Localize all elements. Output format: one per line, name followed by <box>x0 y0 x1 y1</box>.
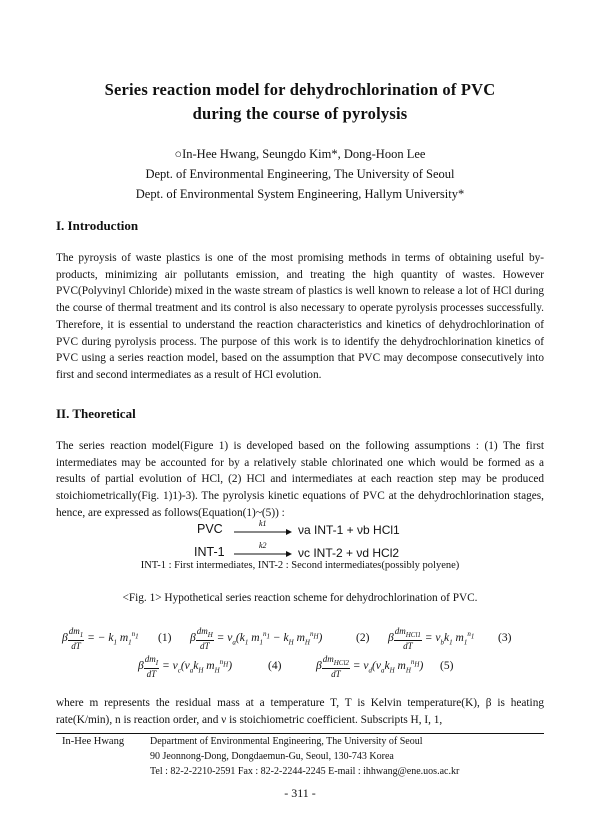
paper-title-line2: during the course of pyrolysis <box>192 104 408 123</box>
scheme-products-1: νa INT-1 + νb HCl1 <box>298 523 400 537</box>
rate-constant-k2: k2 <box>259 541 267 550</box>
equation-1: β $\frac{dm_1}{dT}$ = − $k_1$ $m_1^{n_1}$ <box>62 626 139 651</box>
footer-divider <box>56 733 544 734</box>
reaction-arrow-2 <box>232 540 292 562</box>
paper-title-line1: Series reaction model for dehydrochlorination of PVC <box>104 80 496 99</box>
footer-address: 90 Jeonnong-Dong, Dongdaemun-Gu, Seoul, 130-743 Korea <box>150 751 394 762</box>
equation-2: β $\frac{dm_H}{dT}$ = $\nu_a(k_1$ $m_1^{n_1} - k_H$ $m_H^{n_H}$) <box>190 626 323 651</box>
section-heading-introduction: I. Introduction <box>56 218 139 233</box>
footer-contact: Tel : 82-2-2210-2591 Fax : 82-2-2244-2245 E-mail : ihhwang@ene.uos.ac.kr <box>150 766 460 777</box>
figure-1-caption: <Fig. 1> Hypothetical series reaction scheme for dehydrochlorination of PVC. <box>122 592 478 604</box>
introduction-paragraph: The pyroysis of waste plastics is one of the most promising methods in terms of obtaining useful by-products, minimizing air pollutants emission, and treating the high quantity of wastes. However PVC(Polyvinyl Chloride) mixed in the waste stream of plastics is well known to release a lot of HCl during the course of thermal treatment and its control is also necessary to operate pyrolysis processes successfully. Therefore, it is essential to understand the reaction characteristics and kinetics of dehydrochlorination of PVC during pyrolysis process. The purpose of this work is to identify the dehydrochlorination kinetics of PVC using a series reaction model, based on the assumption that PVC may decompose consecutively into first and second intermediates as a result of HCl evolution. <box>56 252 544 381</box>
footer-author-name: In-Hee Hwang <box>62 736 125 747</box>
footer-department: Department of Environmental Engineering, The University of Seoul <box>150 736 423 747</box>
equation-4-number: (4) <box>268 660 282 672</box>
equation-4: β $\frac{dm_I}{dT}$ = $\nu_c(\nu_ak_H$ $m_H^{n_H}$) <box>138 654 233 679</box>
reaction-arrow-1 <box>232 518 292 540</box>
equation-3-number: (3) <box>498 632 512 644</box>
section-heading-theoretical: II. Theoretical <box>56 406 136 421</box>
page-number: - 311 - <box>284 786 316 800</box>
scheme-reactant-1: PVC <box>197 522 223 536</box>
author-names: ○In-Hee Hwang, Seungdo Kim*, Dong-Hoon Lee <box>174 147 426 161</box>
equation-1-number: (1) <box>158 632 172 644</box>
scheme-reactant-2: INT-1 <box>194 545 225 559</box>
scheme-legend: INT-1 : First intermediates, INT-2 : Second intermediates(possibly polyene) <box>140 560 460 571</box>
equation-5: β $\frac{dm_{HCl2}}{dT}$ = $\nu_d(\nu_ak_H$ $m_H^{n_H}$) <box>316 654 424 679</box>
rate-constant-k1: k1 <box>259 519 267 528</box>
equation-2-number: (2) <box>356 632 370 644</box>
affiliation-2: Dept. of Environmental System Engineering, Hallym University* <box>135 187 465 201</box>
scheme-products-2: νc INT-2 + νd HCl2 <box>298 546 400 560</box>
theoretical-paragraph: The series reaction model(Figure 1) is developed based on the following assumptions : (1) The first intermediates may be accounted for by a relatively stable chlorinated one which would be formed as a results of partial evolution of HCl, (2) HCl and intermediates at each reaction step may be produced stoichiometrically(Fig. 1)1)-3). The pyrolysis kinetic equations of PVC at the dehydrochlorination stages, hence, are expressed as follows(Equation(1)~(5)) : <box>56 440 544 519</box>
equation-3: β $\frac{dm_{HCl1}}{dT}$ = $\nu_bk_1$ $m_1^{n_1}$ <box>388 626 475 651</box>
equation-5-number: (5) <box>440 660 454 672</box>
closing-paragraph: where m represents the residual mass at a temperature T, T is Kelvin temperature(K), β is heating rate(K/min), n is reaction order, and ν is stoichiometric coefficient. Subscripts H, I, 1, <box>56 697 544 726</box>
affiliation-1: Dept. of Environmental Engineering, The University of Seoul <box>145 167 455 181</box>
